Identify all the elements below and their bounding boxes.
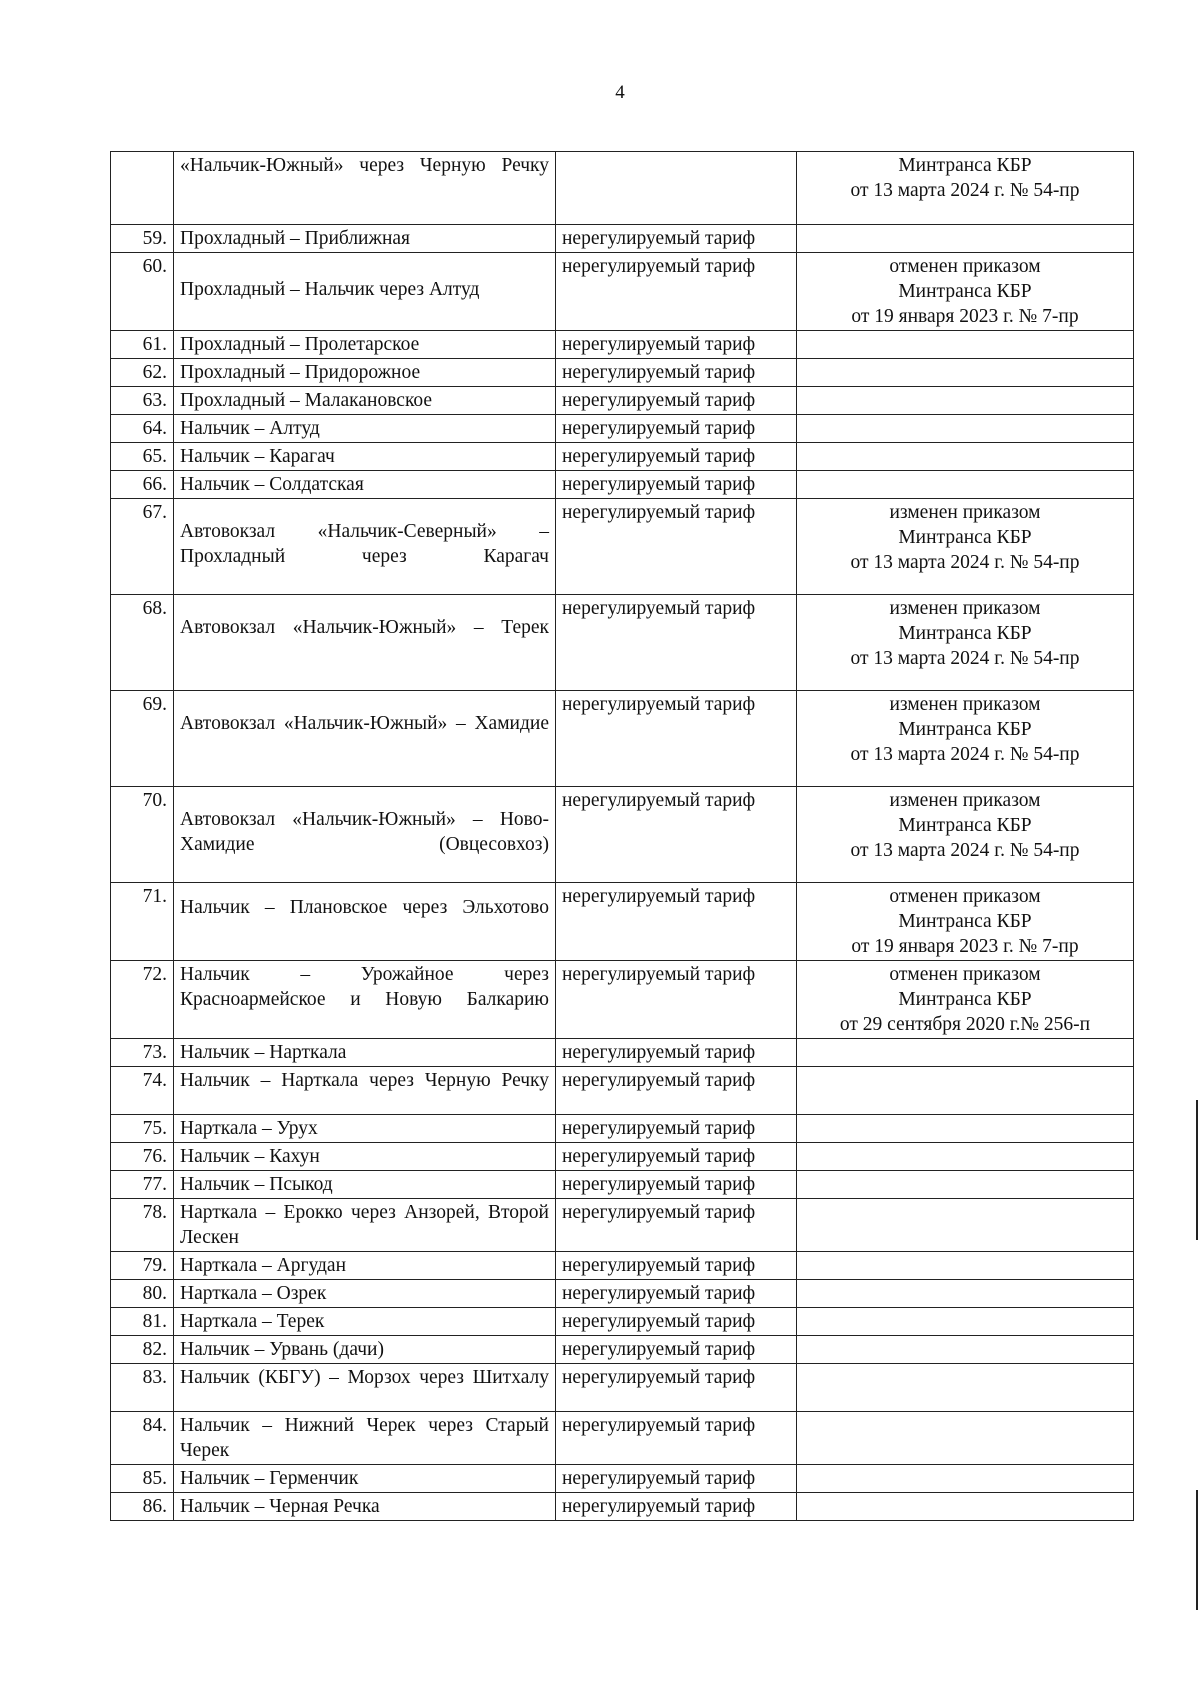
tariff-type: нерегулируемый тариф: [556, 1308, 797, 1336]
route-name: Нальчик – Черная Речка: [174, 1493, 556, 1521]
row-number: 78.: [111, 1199, 174, 1252]
tariff-type: нерегулируемый тариф: [556, 359, 797, 387]
row-number: 62.: [111, 359, 174, 387]
table-row: [111, 1336, 1134, 1364]
route-name: Нарткала – Аргудан: [174, 1252, 556, 1280]
tariff-type: нерегулируемый тариф: [556, 1336, 797, 1364]
amendment-note: [797, 443, 1134, 471]
row-number: 84.: [111, 1412, 174, 1465]
table-row: [111, 415, 1134, 443]
amendment-note: [797, 1115, 1134, 1143]
row-number: 77.: [111, 1171, 174, 1199]
tariff-type: нерегулируемый тариф: [556, 883, 797, 961]
table-row: [111, 1143, 1134, 1171]
route-name: Нальчик – Урожайное через Красноармейское и Новую Балкарию: [174, 961, 556, 1039]
route-name: Автовокзал «Нальчик-Северный» – Прохладный через Карагач: [174, 499, 556, 595]
tariff-type: нерегулируемый тариф: [556, 961, 797, 1039]
amendment-note-line: Минтранса КБР: [898, 155, 1032, 176]
tariff-type: нерегулируемый тариф: [556, 787, 797, 883]
table-row: [111, 331, 1134, 359]
amendment-note: [797, 1143, 1134, 1171]
table-row: [111, 883, 1134, 961]
route-name: Нальчик – Герменчик: [174, 1465, 556, 1493]
amendment-note-line: отменен приказом: [889, 964, 1041, 985]
route-name: Нальчик – Плановское через Эльхотово: [174, 883, 556, 961]
tariff-type: нерегулируемый тариф: [556, 415, 797, 443]
row-number: 83.: [111, 1364, 174, 1412]
amendment-note-line: Минтранса КБР: [898, 989, 1032, 1010]
route-name: Нальчик – Карагач: [174, 443, 556, 471]
table-row: [111, 1252, 1134, 1280]
row-number: 79.: [111, 1252, 174, 1280]
amendment-note: [797, 1336, 1134, 1364]
route-name: Прохладный – Малакановское: [174, 387, 556, 415]
amendment-note: [797, 152, 1134, 225]
tariff-type: нерегулируемый тариф: [556, 595, 797, 691]
amendment-note: [797, 253, 1134, 331]
tariff-type: нерегулируемый тариф: [556, 691, 797, 787]
row-number: 85.: [111, 1465, 174, 1493]
amendment-note: [797, 331, 1134, 359]
table-row: [111, 1493, 1134, 1521]
amendment-note-line: изменен приказом: [889, 598, 1041, 619]
amendment-note-line: отменен приказом: [889, 256, 1041, 277]
table-row: [111, 359, 1134, 387]
routes-table: [110, 151, 1134, 1521]
tariff-type: нерегулируемый тариф: [556, 443, 797, 471]
table-row: [111, 1067, 1134, 1115]
tariff-type: нерегулируемый тариф: [556, 1412, 797, 1465]
route-name: Прохладный – Пролетарское: [174, 331, 556, 359]
route-name: Нальчик – Псыкод: [174, 1171, 556, 1199]
table-row: [111, 1280, 1134, 1308]
amendment-note: [797, 1412, 1134, 1465]
route-name: Нарткала – Ерокко через Анзорей, Второй Лескен: [174, 1199, 556, 1252]
route-name: Нальчик – Солдатская: [174, 471, 556, 499]
row-number: 75.: [111, 1115, 174, 1143]
row-number: 65.: [111, 443, 174, 471]
route-name: Нальчик (КБГУ) – Морзох через Шитхалу: [174, 1364, 556, 1412]
row-number: 61.: [111, 331, 174, 359]
tariff-type: нерегулируемый тариф: [556, 1465, 797, 1493]
tariff-type: нерегулируемый тариф: [556, 1067, 797, 1115]
amendment-note: [797, 471, 1134, 499]
table-row: [111, 1465, 1134, 1493]
amendment-note: [797, 499, 1134, 595]
row-number: 60.: [111, 253, 174, 331]
amendment-note: [797, 1171, 1134, 1199]
table-row: [111, 1412, 1134, 1465]
amendment-note: [797, 1308, 1134, 1336]
tariff-type: нерегулируемый тариф: [556, 1252, 797, 1280]
route-name: Нальчик – Алтуд: [174, 415, 556, 443]
table-row: [111, 443, 1134, 471]
row-number: 76.: [111, 1143, 174, 1171]
amendment-note: [797, 787, 1134, 883]
route-name: Автовокзал «Нальчик-Южный» – Хамидие: [174, 691, 556, 787]
tariff-type: нерегулируемый тариф: [556, 1039, 797, 1067]
row-number: 82.: [111, 1336, 174, 1364]
route-name: Нальчик – Кахун: [174, 1143, 556, 1171]
table-row: [111, 691, 1134, 787]
tariff-type: нерегулируемый тариф: [556, 225, 797, 253]
tariff-type: нерегулируемый тариф: [556, 1280, 797, 1308]
row-number: 71.: [111, 883, 174, 961]
table-row: [111, 225, 1134, 253]
margin-mark: [1196, 1490, 1198, 1610]
amendment-note-line: от 13 марта 2024 г. № 54-пр: [850, 552, 1080, 573]
table-row: [111, 961, 1134, 1039]
tariff-type: нерегулируемый тариф: [556, 1115, 797, 1143]
amendment-note-line: от 29 сентября 2020 г.№ 256-п: [839, 1014, 1091, 1035]
amendment-note: [797, 359, 1134, 387]
tariff-type: нерегулируемый тариф: [556, 499, 797, 595]
tariff-type: нерегулируемый тариф: [556, 331, 797, 359]
table-row: [111, 1308, 1134, 1336]
route-name: Нальчик – Нарткала через Черную Речку: [174, 1067, 556, 1115]
table-row: [111, 1171, 1134, 1199]
amendment-note: [797, 595, 1134, 691]
amendment-note-line: от 13 марта 2024 г. № 54-пр: [850, 648, 1080, 669]
amendment-note: [797, 1039, 1134, 1067]
amendment-note-line: от 13 марта 2024 г. № 54-пр: [850, 840, 1080, 861]
table-row: [111, 471, 1134, 499]
row-number: [111, 152, 174, 225]
row-number: 66.: [111, 471, 174, 499]
table-row: [111, 253, 1134, 331]
amendment-note-line: Минтранса КБР: [898, 281, 1032, 302]
table-row: [111, 1199, 1134, 1252]
amendment-note-line: от 19 января 2023 г. № 7-пр: [851, 936, 1079, 957]
tariff-type: нерегулируемый тариф: [556, 253, 797, 331]
amendment-note: [797, 1280, 1134, 1308]
table-row: [111, 1115, 1134, 1143]
tariff-type: нерегулируемый тариф: [556, 1171, 797, 1199]
table-row: [111, 595, 1134, 691]
amendment-note-line: Минтранса КБР: [898, 623, 1032, 644]
row-number: 68.: [111, 595, 174, 691]
amendment-note-line: Минтранса КБР: [898, 815, 1032, 836]
table-row: [111, 1039, 1134, 1067]
route-name: «Нальчик-Южный» через Черную Речку: [174, 152, 556, 225]
route-name: Нарткала – Урух: [174, 1115, 556, 1143]
amendment-note: [797, 1493, 1134, 1521]
amendment-note-line: Минтранса КБР: [898, 911, 1032, 932]
amendment-note: [797, 1067, 1134, 1115]
amendment-note: [797, 415, 1134, 443]
amendment-note: [797, 883, 1134, 961]
amendment-note-line: Минтранса КБР: [898, 719, 1032, 740]
amendment-note: [797, 1199, 1134, 1252]
route-name: Прохладный – Придорожное: [174, 359, 556, 387]
table-row: [111, 1364, 1134, 1412]
amendment-note: [797, 691, 1134, 787]
routes-table-body: [111, 152, 1134, 1521]
route-name: Нальчик – Урвань (дачи): [174, 1336, 556, 1364]
row-number: 70.: [111, 787, 174, 883]
tariff-type: нерегулируемый тариф: [556, 1199, 797, 1252]
row-number: 73.: [111, 1039, 174, 1067]
page-number: 4: [615, 82, 625, 103]
row-number: 81.: [111, 1308, 174, 1336]
amendment-note-line: изменен приказом: [889, 502, 1041, 523]
amendment-note-line: от 13 марта 2024 г. № 54-пр: [850, 180, 1080, 201]
row-number: 80.: [111, 1280, 174, 1308]
route-name: Автовокзал «Нальчик-Южный» – Ново-Хамидие (Овцесовхоз): [174, 787, 556, 883]
margin-mark: [1196, 1100, 1198, 1240]
table-row: [111, 387, 1134, 415]
tariff-type: [556, 152, 797, 225]
tariff-type: нерегулируемый тариф: [556, 1364, 797, 1412]
amendment-note-line: отменен приказом: [889, 886, 1041, 907]
tariff-type: нерегулируемый тариф: [556, 471, 797, 499]
row-number: 86.: [111, 1493, 174, 1521]
row-number: 67.: [111, 499, 174, 595]
amendment-note-line: от 19 января 2023 г. № 7-пр: [851, 306, 1079, 327]
amendment-note: [797, 961, 1134, 1039]
route-name: Автовокзал «Нальчик-Южный» – Терек: [174, 595, 556, 691]
tariff-type: нерегулируемый тариф: [556, 1493, 797, 1521]
route-name: Нальчик – Нарткала: [174, 1039, 556, 1067]
amendment-note-line: изменен приказом: [889, 694, 1041, 715]
amendment-note: [797, 225, 1134, 253]
amendment-note-line: изменен приказом: [889, 790, 1041, 811]
table-row: [111, 152, 1134, 225]
route-name: Прохладный – Нальчик через Алтуд: [174, 253, 556, 331]
amendment-note: [797, 1465, 1134, 1493]
tariff-type: нерегулируемый тариф: [556, 387, 797, 415]
route-name: Нарткала – Терек: [174, 1308, 556, 1336]
row-number: 59.: [111, 225, 174, 253]
tariff-type: нерегулируемый тариф: [556, 1143, 797, 1171]
route-name: Нальчик – Нижний Черек через Старый Черек: [174, 1412, 556, 1465]
amendment-note: [797, 1252, 1134, 1280]
row-number: 63.: [111, 387, 174, 415]
amendment-note: [797, 1364, 1134, 1412]
route-name: Прохладный – Приближная: [174, 225, 556, 253]
row-number: 72.: [111, 961, 174, 1039]
route-name: Нарткала – Озрек: [174, 1280, 556, 1308]
table-row: [111, 499, 1134, 595]
row-number: 74.: [111, 1067, 174, 1115]
row-number: 69.: [111, 691, 174, 787]
amendment-note-line: Минтранса КБР: [898, 527, 1032, 548]
row-number: 64.: [111, 415, 174, 443]
amendment-note: [797, 387, 1134, 415]
amendment-note-line: от 13 марта 2024 г. № 54-пр: [850, 744, 1080, 765]
table-row: [111, 787, 1134, 883]
